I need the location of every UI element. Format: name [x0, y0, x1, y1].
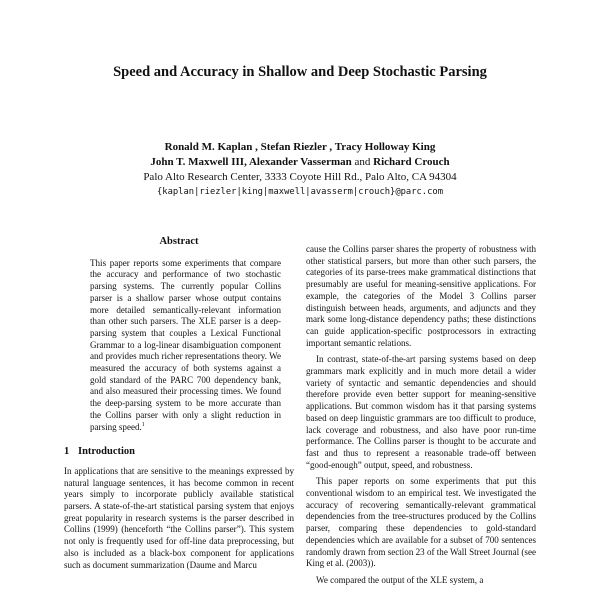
intro-paragraph-1: In applications that are sensitive to the meanings expressed by natural language sentences, it has become common in recent years simply to incorporate publicly available statistical parsers. A state-of-the-art statistical parsing system that enjoys great popularity in research systems is the parser described in Collins (1999) (henceforth “the Collins parser”). This system not only is frequently used for off-line data preprocessing, but also is included as a black-box component for applications such as document summarization (Daume and Marcu [64, 465, 294, 570]
author-separator: , [244, 156, 249, 168]
abstract-heading: Abstract [159, 236, 199, 247]
affiliation: Palo Alto Research Center, 3333 Coyote Hill Rd., Palo Alto, CA 94304 [143, 171, 457, 183]
author-vasserman: Alexander Vasserman [248, 156, 352, 168]
right-paragraph-2: In contrast, state-of-the-art parsing systems based on deep grammars mark explicitly and in much more detail a wider variety of syntactic and semantic dependencies and should therefore provide even better support for meaning-sensitive applications. But common wisdom has it that parsing systems based on deep linguistic grammars are too difficult to produce, lack coverage and robustness, and also have poor run-time performance. The Collins parser is thought to be accurate and fast and thus to represent a reasonable trade-off between “good-enough” output, speed, and robustness. [306, 354, 536, 470]
authors-line-2 [0, 155, 600, 169]
right-paragraph-1: cause the Collins parser shares the property of robustness with other statistical parsers, but more than other such parsers, the categories of its parse-trees make grammatical distinctions that presumably are useful for meaning-sensitive applications. For example, the categories of the Model 3 Collins parser distinguish between heads, arguments, and adjuncts and they mark some long-distance dependency paths; these distinctions can guide application-specific postprocessors in extracting important semantic relations. [306, 244, 536, 348]
paper-title: Speed and Accuracy in Shallow and Deep Stochastic Parsing [113, 64, 487, 80]
introduction-heading [64, 446, 294, 458]
footnote-mark: 1 [141, 421, 145, 428]
author-emails: {kaplan|riezler|king|maxwell|avasserm|crouch}@parc.com [157, 187, 443, 197]
abstract-body [90, 258, 281, 434]
author-conjunction: and [351, 156, 374, 168]
author-maxwell: John T. Maxwell III [150, 156, 245, 168]
right-paragraph-3: This paper reports on some experiments that put this conventional wisdom to an empirical test. We investigated the accuracy of recovering semantically-relevant grammatical dependencies from the tree-structures produced by the Collins parser, comparing these dependencies to gold-standard dependencies which are available for a subset of 700 sentences randomly drawn from section 23 of the Wall Street Journal (see King et al. (2003)). [306, 476, 536, 569]
right-paragraph-4: We compared the output of the XLE system, a [316, 574, 484, 585]
abstract-text: This paper reports some experiments that compare the accuracy and performance of two stochastic parsing systems. The currently popular Collins parser is a shallow parser whose output contains more detailed semantically-relevant information than other such parsers. The XLE parser is a deep-parsing system that couples a Lexical Functional Grammar to a log-linear disambiguation component and provides much richer representations theory. We measured the accuracy of both systems against a gold standard of the PARC 700 dependency bank, and also measured their processing times. We found the deep-parsing system to be more accurate than the Collins parser with only a slight reduction in parsing speed. [90, 257, 281, 432]
section-title: Introduction [78, 446, 135, 458]
right-column [306, 244, 536, 592]
author-crouch: Richard Crouch [373, 156, 450, 168]
section-number: 1 [64, 446, 70, 458]
left-column [64, 236, 294, 576]
authors-line-1: Ronald M. Kaplan , Stefan Riezler , Tracy Holloway King [164, 141, 436, 153]
